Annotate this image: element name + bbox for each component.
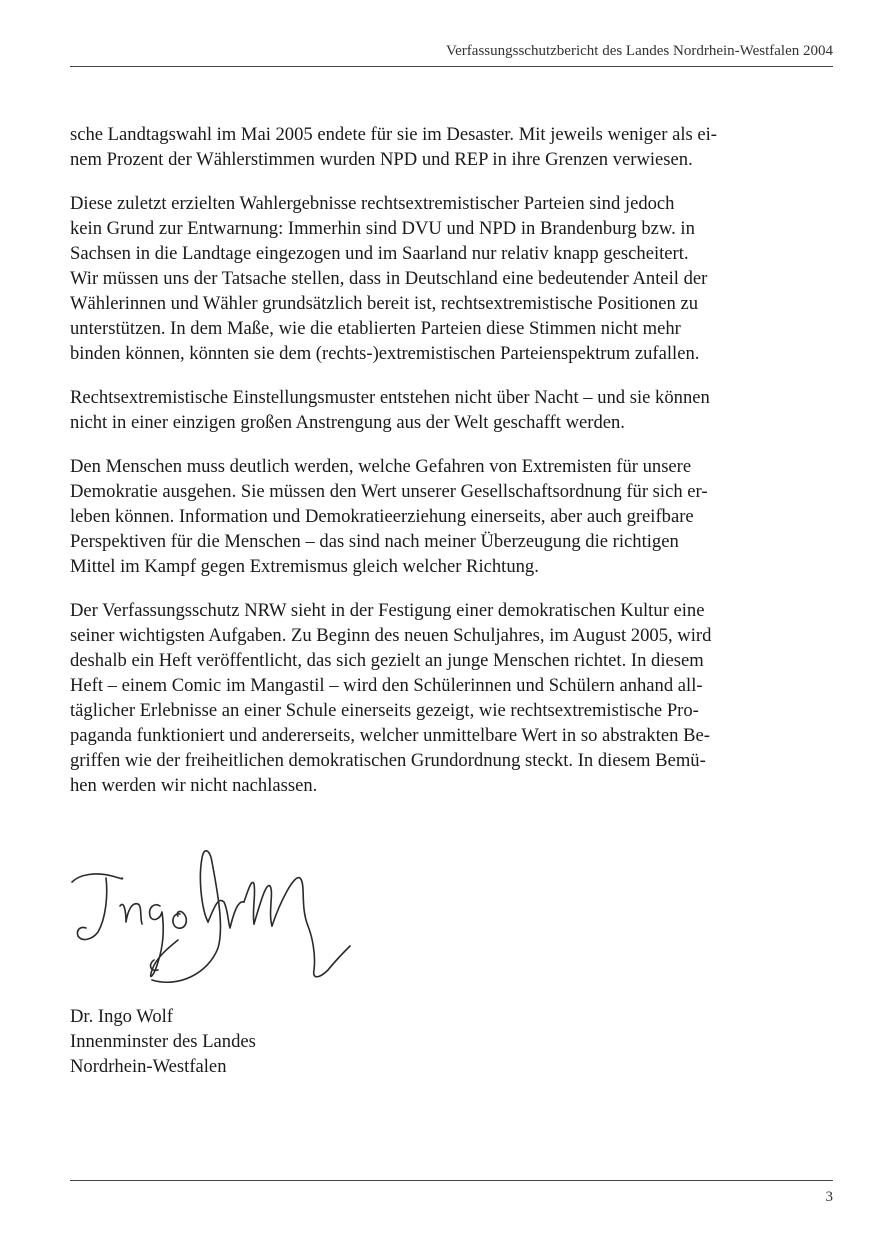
handwritten-signature bbox=[68, 840, 358, 995]
text-line: leben können. Information und Demokratieerziehung einerseits, aber auch greifbare bbox=[70, 506, 694, 527]
text-line: Perspektiven für die Menschen – das sind nach meiner Überzeugung die richtigen bbox=[70, 531, 679, 552]
text-line: Mittel im Kampf gegen Extremismus gleich welcher Richtung. bbox=[70, 556, 539, 577]
text-line: sche Landtagswahl im Mai 2005 endete für sie im Desaster. Mit jeweils weniger als ei- bbox=[70, 124, 717, 145]
signatory-region: Nordrhein-Westfalen bbox=[70, 1056, 227, 1077]
signatory-title: Innenminster des Landes bbox=[70, 1031, 256, 1052]
text-line: nem Prozent der Wählerstimmen wurden NPD und REP in ihre Grenzen verwiesen. bbox=[70, 149, 693, 170]
text-line: deshalb ein Heft veröffentlicht, das sich gezielt an junge Menschen richtet. In diesem bbox=[70, 650, 704, 671]
text-line: Wir müssen uns der Tatsache stellen, dass in Deutschland eine bedeutender Anteil der bbox=[70, 268, 708, 289]
running-header-title: Verfassungsschutzbericht des Landes Nordrhein-Westfalen 2004 bbox=[445, 43, 833, 59]
paragraph-3 bbox=[70, 385, 785, 435]
signoff-block bbox=[70, 1004, 256, 1079]
text-line: unterstützen. In dem Maße, wie die etablierten Parteien diese Stimmen nicht mehr bbox=[70, 318, 681, 339]
text-line: Sachsen in die Landtage eingezogen und im Saarland nur relativ knapp gescheitert. bbox=[70, 243, 689, 264]
text-line: Diese zuletzt erzielten Wahlergebnisse rechtsextremistischer Parteien sind jedoch bbox=[70, 193, 675, 214]
text-line: Heft – einem Comic im Mangastil – wird den Schülerinnen und Schülern anhand all- bbox=[70, 675, 703, 696]
text-line: kein Grund zur Entwarnung: Immerhin sind DVU und NPD in Brandenburg bzw. in bbox=[70, 218, 695, 239]
paragraph-1 bbox=[70, 122, 785, 172]
text-line: nicht in einer einzigen großen Anstrengung aus der Welt geschafft werden. bbox=[70, 412, 625, 433]
text-line: Demokratie ausgehen. Sie müssen den Wert unserer Gesellschaftsordnung für sich er- bbox=[70, 481, 708, 502]
signatory-name: Dr. Ingo Wolf bbox=[70, 1006, 174, 1027]
text-line: seiner wichtigsten Aufgaben. Zu Beginn des neuen Schuljahres, im August 2005, wird bbox=[70, 625, 712, 646]
text-line: binden können, könnten sie dem (rechts-)extremistischen Parteienspektrum zufallen. bbox=[70, 343, 700, 364]
paragraph-4 bbox=[70, 454, 785, 579]
text-line: griffen wie der freiheitlichen demokratischen Grundordnung steckt. In diesem Bemü- bbox=[70, 750, 706, 771]
footer-divider bbox=[70, 1180, 833, 1181]
page-number: 3 bbox=[825, 1189, 833, 1205]
text-line: täglicher Erlebnisse an einer Schule einerseits gezeigt, wie rechtsextremistische Pro- bbox=[70, 700, 699, 721]
header-divider bbox=[70, 66, 833, 67]
signature-drawing bbox=[68, 840, 358, 995]
text-line: Den Menschen muss deutlich werden, welche Gefahren von Extremisten für unsere bbox=[70, 456, 692, 477]
text-line: hen werden wir nicht nachlassen. bbox=[70, 775, 318, 796]
paragraph-2 bbox=[70, 191, 785, 366]
text-line: Wählerinnen und Wähler grundsätzlich bereit ist, rechtsextremistische Positionen zu bbox=[70, 293, 699, 314]
body-text bbox=[70, 122, 785, 817]
text-line: Der Verfassungsschutz NRW sieht in der Festigung einer demokratischen Kultur eine bbox=[70, 600, 705, 621]
text-line: paganda funktioniert und andererseits, welcher unmittelbare Wert in so abstrakten Be- bbox=[70, 725, 710, 746]
text-line: Rechtsextremistische Einstellungsmuster entstehen nicht über Nacht – und sie können bbox=[70, 387, 710, 408]
paragraph-5 bbox=[70, 598, 785, 798]
